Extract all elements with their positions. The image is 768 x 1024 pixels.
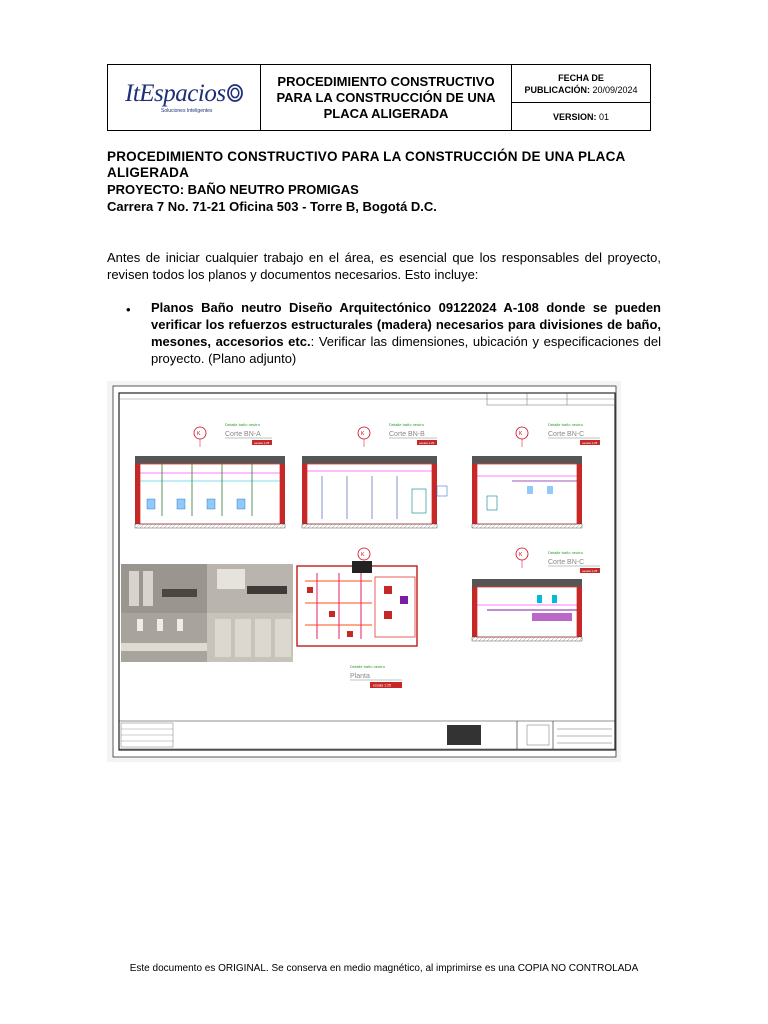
- bullet-dot-icon: •: [126, 302, 131, 317]
- version-value: 01: [599, 111, 610, 122]
- cut-marker-label: K: [519, 431, 523, 437]
- logo-swirl-icon: [227, 84, 243, 102]
- plan-title: Planta: [350, 673, 370, 680]
- bullet-item: [151, 299, 661, 367]
- plan-drawing: [107, 381, 621, 762]
- cut-detail-label: Detalle baño neutro: [389, 422, 424, 427]
- cut-title: Corte BN-C: [548, 559, 585, 566]
- document-header: [107, 64, 651, 131]
- version-label: VERSION:: [552, 111, 597, 122]
- date-label-line2: PUBLICACIÓN:: [524, 84, 590, 95]
- cut-title: Corte BN-C: [548, 431, 585, 438]
- bullet-bold-text: Planos Baño neutro Diseño Arquitectónico 09122024 A-108 donde se pueden verificar los refuerzos estructurales (madera) necesarios para divisiones de baño, mesones, accesorios etc.: [151, 300, 661, 349]
- logo-tagline: Soluciones Inteligentes: [161, 107, 213, 114]
- plan-detail-label: Detalle baño neutro: [350, 664, 385, 669]
- architectural-plan-image: [107, 381, 621, 762]
- cut-scale-label: escala 1:25: [582, 569, 598, 573]
- cut-title: Corte BN-A: [225, 431, 261, 438]
- cut-scale-label: escala 1:25: [419, 441, 435, 445]
- date-line2: [524, 84, 637, 96]
- logo-text: ItEspacios: [125, 79, 226, 107]
- header-meta: [512, 65, 650, 130]
- cut-detail-label: Detalle baño neutro: [548, 550, 583, 555]
- project-name: PROYECTO: BAÑO NEUTRO PROMIGAS: [107, 182, 359, 197]
- plan-scale-label: escala 1:25: [373, 683, 391, 688]
- cut-detail-label: Detalle baño neutro: [225, 422, 260, 427]
- footer-note: Este documento es ORIGINAL. Se conserva en medio magnético, al imprimirse es una COPIA NO CONTROLADA: [129, 963, 639, 974]
- date-value: 20/09/2024: [592, 84, 638, 95]
- cut-scale-label: escala 1:25: [254, 441, 270, 445]
- cut-scale-label: escala 1:25: [582, 441, 598, 445]
- document-title: PROCEDIMIENTO CONSTRUCTIVO PARA LA CONSTRUCCIÓN DE UNA PLACA ALIGERADA: [107, 149, 626, 180]
- intro-paragraph: Antes de iniciar cualquier trabajo en el área, es esencial que los responsables del proyecto, revisen todos los planos y documentos necesarios. Esto incluye:: [107, 250, 661, 282]
- bullet-text: : Verificar las dimensiones, ubicación y especificaciones del proyecto. (Plano adjunto): [151, 334, 662, 366]
- bathroom-render-photos: [121, 564, 293, 662]
- company-logo: [125, 78, 243, 118]
- date-label-line1: FECHA DE: [558, 72, 604, 83]
- cut-marker-label: K: [361, 431, 365, 437]
- header-title: PROCEDIMIENTO CONSTRUCTIVO PARA LA CONSTRUCCIÓN DE UNA PLACA ALIGERADA: [261, 65, 512, 130]
- cut-marker-label: K: [519, 552, 523, 558]
- version: [512, 103, 650, 130]
- logo-cell: [108, 65, 261, 130]
- cut-marker-label: K: [197, 431, 201, 437]
- project-address: Carrera 7 No. 71-21 Oficina 503 - Torre B, Bogotá D.C.: [107, 199, 437, 214]
- cut-title: Corte BN-B: [389, 431, 425, 438]
- cut-detail-label: Detalle baño neutro: [548, 422, 583, 427]
- publication-date: [512, 65, 650, 103]
- plan-marker-label: K: [361, 552, 365, 558]
